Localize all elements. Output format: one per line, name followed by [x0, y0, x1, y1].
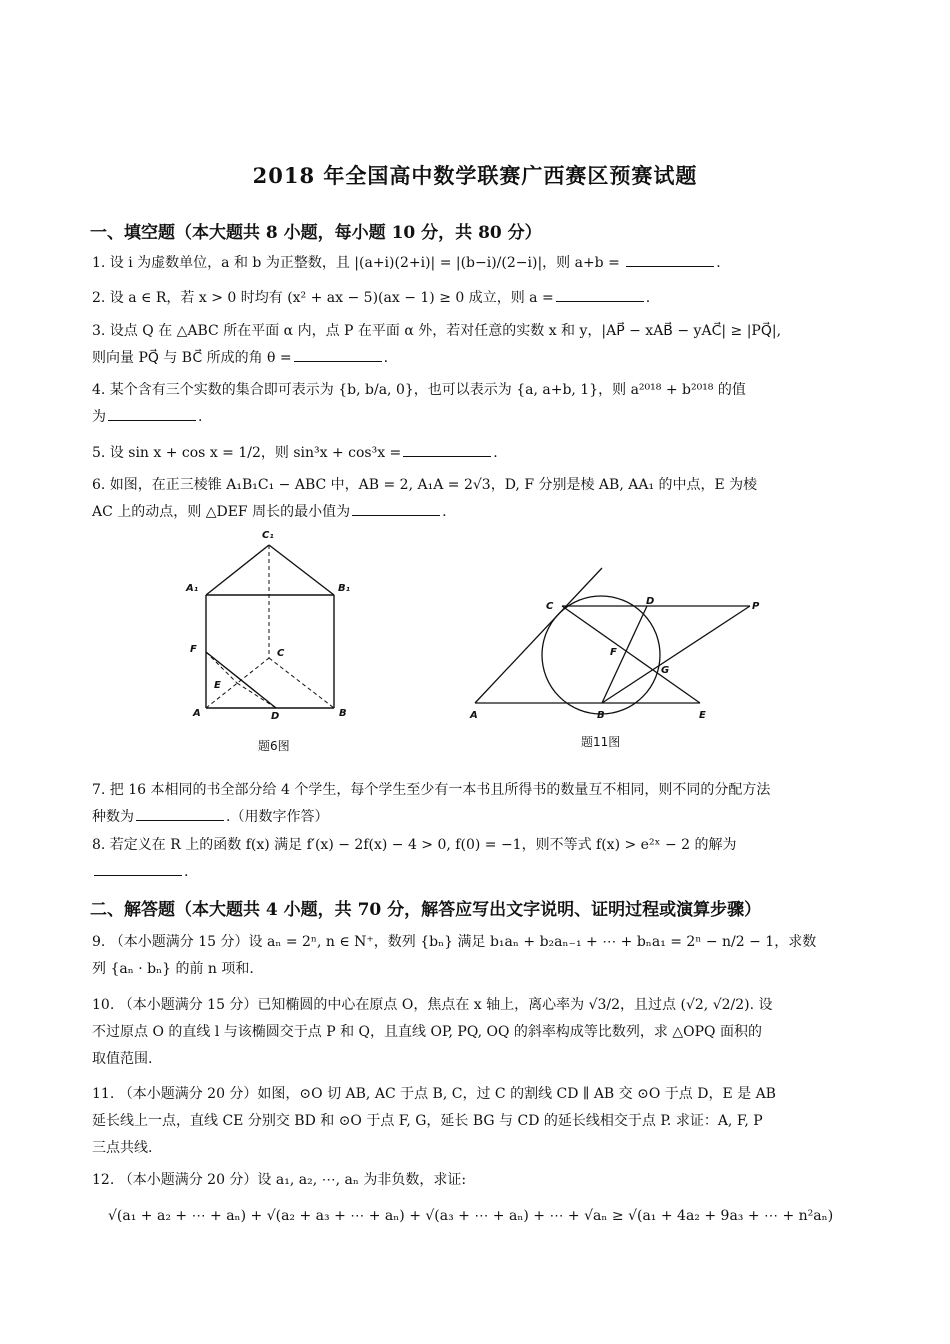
label-f: F — [610, 647, 617, 658]
question-6-line-1: 6. 如图，在正三棱锥 A₁B₁C₁ − ABC 中，AB = 2, A₁A = 2√3，D, F 分别是棱 AB, AA₁ 的中点，E 为棱 — [92, 477, 758, 493]
question-8: 8. 若定义在 R 上的函数 f(x) 满足 f′(x) − 2f(x) − 4 > 0, f(0) = −1，则不等式 f(x) > e²ˣ − 2 的解为 . — [92, 832, 862, 886]
hidden-edge-c-b — [269, 658, 334, 708]
question-7 — [92, 777, 862, 831]
question-7-note: .（用数字作答） — [226, 809, 329, 825]
label-b: B — [597, 710, 605, 721]
label-b: B — [339, 708, 347, 719]
question-2: 2. 设 a ∈ R，若 x > 0 时均有 (x² + ax − 5)(ax − 1) ≥ 0 成立，则 a = . — [92, 290, 651, 306]
label-b1: B₁ — [338, 583, 351, 594]
page-title: 2018 年全国高中数学联赛广西赛区预赛试题 — [252, 163, 698, 188]
label-c1: C₁ — [262, 530, 274, 541]
question-10-line-2: 不过原点 O 的直线 l 与该椭圆交于点 P 和 Q，且直线 OP, PQ, OQ 的斜率构成等比数列，求 △OPQ 面积的 — [92, 1024, 762, 1040]
question-7-line-2: 种数为 — [92, 809, 134, 825]
label-d: D — [646, 596, 655, 607]
question-4-line-2: 为 — [92, 409, 106, 425]
question-11 — [92, 1081, 862, 1162]
figure-6-caption: 题6图 — [258, 739, 290, 753]
tangent-line-a-c — [475, 568, 602, 703]
label-e: E — [699, 710, 706, 721]
question-1-text: 1. 设 i 为虚数单位，a 和 b 为正整数，且 |(a+i)(2+i)| = |(b−i)/(2−i)|，则 a+b = — [92, 255, 625, 271]
question-1: 1. 设 i 为虚数单位，a 和 b 为正整数，且 |(a+i)(2+i)| = |(b−i)/(2−i)|，则 a+b = . — [92, 255, 721, 271]
question-12-text: 12. （本小题满分 20 分）设 a₁, a₂, ⋯, aₙ 为非负数，求证: — [92, 1172, 467, 1188]
label-c: C — [277, 648, 285, 659]
answer-blank — [108, 408, 196, 421]
label-p: P — [752, 601, 760, 612]
question-11-line-2: 延长线上一点，直线 CE 分别交 BD 和 ⊙O 于点 F, G，延长 BG 与 CD 的延长线相交于点 P. 求证：A, F, P — [92, 1113, 763, 1129]
question-7-line-1: 7. 把 16 本相同的书全部分给 4 个学生，每个学生至少有一本书且所得书的数量互不相同，则不同的分配方法 — [92, 782, 771, 798]
answer-blank — [294, 349, 382, 362]
figure-11-caption: 题11图 — [581, 735, 621, 749]
label-a1: A₁ — [186, 583, 199, 594]
question-5-text: 5. 设 sin x + cos x = 1/2，则 sin³x + cos³x = — [92, 445, 402, 461]
question-4: 4. 某个含有三个实数的集合即可表示为 {b, b/a, 0}，也可以表示为 {a, a+b, 1}，则 a²⁰¹⁸ + b²⁰¹⁸ 的值 为 . — [92, 377, 862, 431]
question-12-inequality: √(a₁ + a₂ + ⋯ + aₙ) + √(a₂ + a₃ + ⋯ + aₙ) + √(a₃ + ⋯ + aₙ) + ⋯ + √aₙ ≥ √(a₁ + 4a₂ + 9a₃ + ⋯ + n²aₙ) — [108, 1208, 834, 1224]
answer-blank — [556, 289, 644, 302]
edge-a1-c1 — [206, 545, 269, 595]
question-9 — [92, 929, 862, 983]
question-5: 5. 设 sin x + cos x = 1/2，则 sin³x + cos³x = . — [92, 445, 498, 461]
question-9-line-1: 9. （本小题满分 15 分）设 aₙ = 2ⁿ, n ∈ N⁺，数列 {bₙ} 满足 b₁aₙ + b₂aₙ₋₁ + ⋯ + bₙa₁ = 2ⁿ − n/2 − 1，求数 — [92, 934, 817, 950]
question-10 — [92, 992, 862, 1073]
question-10-line-3: 取值范围. — [92, 1051, 153, 1067]
label-d: D — [271, 711, 280, 722]
question-2-text: 2. 设 a ∈ R，若 x > 0 时均有 (x² + ax − 5)(ax − 1) ≥ 0 成立，则 a = — [92, 290, 554, 306]
question-6-line-2: AC 上的动点，则 △DEF 周长的最小值为 — [92, 504, 351, 520]
question-10-line-1: 10. （本小题满分 15 分）已知椭圆的中心在原点 O，焦点在 x 轴上，离心率为 √3/2，且过点 (√2, √2/2). 设 — [92, 997, 773, 1013]
answer-blank — [352, 503, 440, 516]
label-a: A — [193, 708, 201, 719]
figure-11-circle-diagram — [460, 560, 770, 725]
question-12 — [92, 1167, 862, 1194]
label-c: C — [546, 601, 554, 612]
circle-o — [542, 596, 660, 714]
hidden-segment-e-d — [237, 683, 276, 708]
answer-blank — [94, 863, 182, 876]
label-g: G — [661, 665, 670, 676]
section-fill-blank-heading: 一、填空题（本大题共 8 小题，每小题 10 分，共 80 分） — [90, 223, 542, 243]
question-6: 6. 如图，在正三棱锥 A₁B₁C₁ − ABC 中，AB = 2, A₁A = 2√3，D, F 分别是棱 AB, AA₁ 的中点，E 为棱 AC 上的动点，则 △DEF 周长的最小值为 . — [92, 472, 862, 526]
line-c-e — [562, 606, 700, 703]
label-f: F — [190, 644, 197, 655]
question-9-line-2: 列 {aₙ · bₙ} 的前 n 项和. — [92, 961, 254, 977]
question-8-line-1: 8. 若定义在 R 上的函数 f(x) 满足 f′(x) − 2f(x) − 4 > 0, f(0) = −1，则不等式 f(x) > e²ˣ − 2 的解为 — [92, 837, 737, 853]
section-solutions-heading: 二、解答题（本大题共 4 小题，共 70 分，解答应写出文字说明、证明过程或演算步骤） — [90, 900, 762, 920]
question-3: 3. 设点 Q 在 △ABC 所在平面 α 内，点 P 在平面 α 外，若对任意的实数 x 和 y，|AP⃗ − xAB⃗ − yAC⃗| ≥ |PQ⃗|, 则向量 PQ⃗ 与 BC⃗ 所成的角 θ = . — [92, 318, 862, 372]
question-3-line-1: 3. 设点 Q 在 △ABC 所在平面 α 内，点 P 在平面 α 外，若对任意的实数 x 和 y，|AP⃗ − xAB⃗ − yAC⃗| ≥ |PQ⃗|, — [92, 323, 782, 339]
label-a: A — [470, 710, 478, 721]
question-11-line-1: 11. （本小题满分 20 分）如图，⊙O 切 AB, AC 于点 B, C，过 C 的割线 CD ∥ AB 交 ⊙O 于点 D，E 是 AB — [92, 1086, 776, 1102]
question-11-line-3: 三点共线. — [92, 1140, 153, 1156]
edge-c1-b1 — [269, 545, 334, 595]
answer-blank — [136, 808, 224, 821]
figure-6-prism — [180, 525, 360, 725]
label-e: E — [214, 680, 221, 691]
answer-blank — [403, 444, 491, 457]
answer-blank — [626, 254, 714, 267]
question-4-line-1: 4. 某个含有三个实数的集合即可表示为 {b, b/a, 0}，也可以表示为 {a, a+b, 1}，则 a²⁰¹⁸ + b²⁰¹⁸ 的值 — [92, 382, 746, 398]
hidden-segment-f-e — [206, 652, 237, 683]
question-3-line-2: 则向量 PQ⃗ 与 BC⃗ 所成的角 θ = — [92, 350, 292, 366]
